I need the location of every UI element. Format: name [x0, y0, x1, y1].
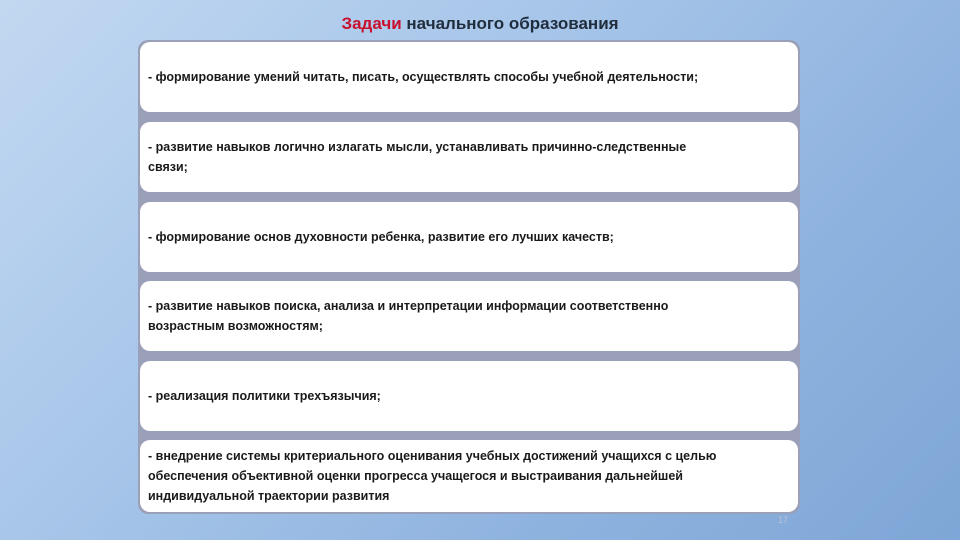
task-text-6: - внедрение системы критериального оценивания учебных достижений учащихся с целью обеспечения объективной оценки прогресса учащегося и выстраивания дальнейшей индивидуальной траектории развития [148, 449, 717, 503]
page-number: 17 [778, 515, 789, 525]
task-box-1 [140, 42, 798, 112]
task-text-1: - формирование умений читать, писать, осуществлять способы учебной деятельности; [148, 70, 699, 84]
task-box-6 [140, 440, 798, 512]
task-text-2: - развитие навыков логично излагать мысли, устанавливать причинно-следственные связи; [148, 140, 687, 174]
title-accent-word: Задачи [341, 14, 402, 33]
task-box-3 [140, 202, 798, 272]
task-text-5: - реализация политики трехъязычия; [148, 389, 381, 403]
title-rest: начального образования [401, 14, 619, 33]
task-text-4: - развитие навыков поиска, анализа и интерпретации информации соответственно возрастным возможностям; [148, 299, 669, 333]
task-box-4 [140, 281, 798, 351]
task-text-3: - формирование основ духовности ребенка, развитие его лучших качеств; [148, 230, 614, 244]
slide-title [0, 14, 960, 34]
task-box-2 [140, 122, 798, 192]
task-box-5 [140, 361, 798, 431]
